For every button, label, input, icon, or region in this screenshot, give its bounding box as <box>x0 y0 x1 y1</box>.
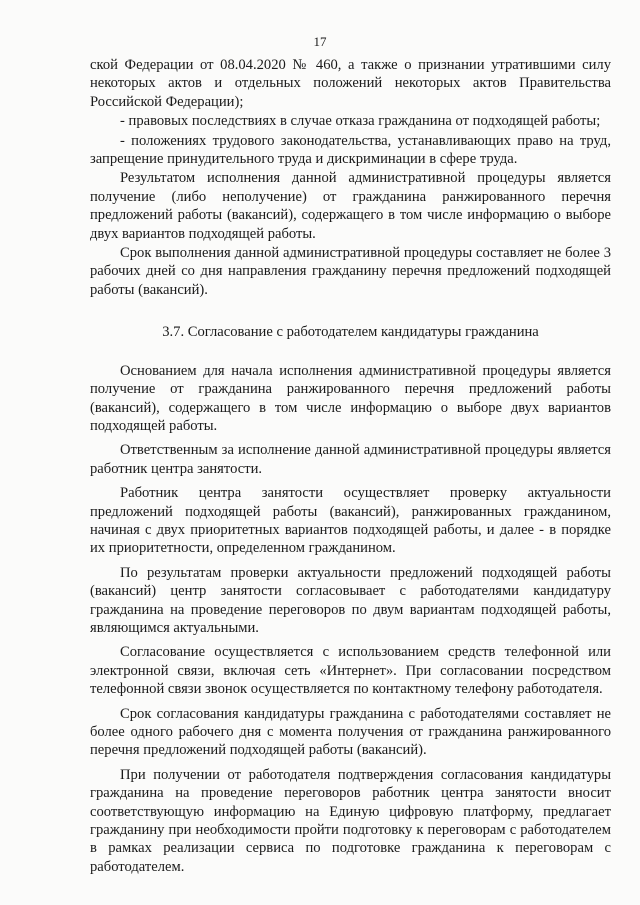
paragraph-confirmation: При получении от работодателя подтверждения согласования кандидатуры гражданина на проведение переговоров работник центра занятости вносит соответствующую информацию на Единую цифровую платформу, предлагает гражданину при необходимости пройти подготовку к переговорам с работодателем в рамках реализации сервиса по подготовке гражданина к переговорам с работодателем. <box>90 766 611 875</box>
paragraph-approval-term: Срок согласования кандидатуры гражданина с работодателями составляет не более одного рабочего дня с момента получения от гражданина ранжированного перечня предложений подходящей работы (вакансий). <box>90 705 611 759</box>
document-body <box>90 56 611 876</box>
paragraph-verification: Работник центра занятости осуществляет проверку актуальности предложений подходящей работы (вакансий), ранжированных гражданином, начиная с двух приоритетных вариантов подходящей работы, и далее - в порядке их приоритетности, определенном гражданином. <box>90 485 611 557</box>
paragraph-communication: Согласование осуществляется с использованием средств телефонной или электронной связи, включая сеть «Интернет». При согласовании посредством телефонной связи звонок осуществляется по контактному телефону работодателя. <box>90 644 611 698</box>
paragraph-legal-consequences: - правовых последствиях в случае отказа гражданина от подходящей работы; <box>120 113 601 130</box>
paragraph-continuation: ской Федерации от 08.04.2020 № 460, а также о признании утратившими силу некоторых актов и отдельных положений некоторых актов Правительства Российской Федерации); <box>90 57 611 110</box>
paragraph-procedure-term: Срок выполнения данной административной процедуры составляет не более 3 рабочих дней со дня направления гражданину перечня предложений подходящей работы (вакансий). <box>90 245 611 298</box>
paragraph-procedure-result: Результатом исполнения данной административной процедуры является получение (либо неполучение) от гражданина ранжированного перечня предложений работы (вакансий), содержащего в том числе информацию о выборе двух вариантов подходящей работы. <box>90 170 611 242</box>
paragraph-grounds: Основанием для начала исполнения административной процедуры является получение от гражданина ранжированного перечня предложений работы (вакансий), содержащего в том числе информацию о выборе двух вариантов подходящей работы. <box>90 362 611 434</box>
page-number: 17 <box>313 34 327 49</box>
paragraph-responsible: Ответственным за исполнение данной административной процедуры является работник центра занятости. <box>90 442 611 477</box>
paragraph-approval: По результатам проверки актуальности предложений подходящей работы (вакансий) центр занятости согласовывает с работодателями кандидатуру гражданина на проведение переговоров по двум вариантам подходящей работы, являющимся актуальными. <box>90 564 611 636</box>
paragraph-labor-law: - положениях трудового законодательства, устанавливающих право на труд, запрещение принудительного труда и дискриминации в сфере труда. <box>90 132 611 168</box>
section-heading: 3.7. Согласование с работодателем кандидатуры гражданина <box>162 324 539 341</box>
